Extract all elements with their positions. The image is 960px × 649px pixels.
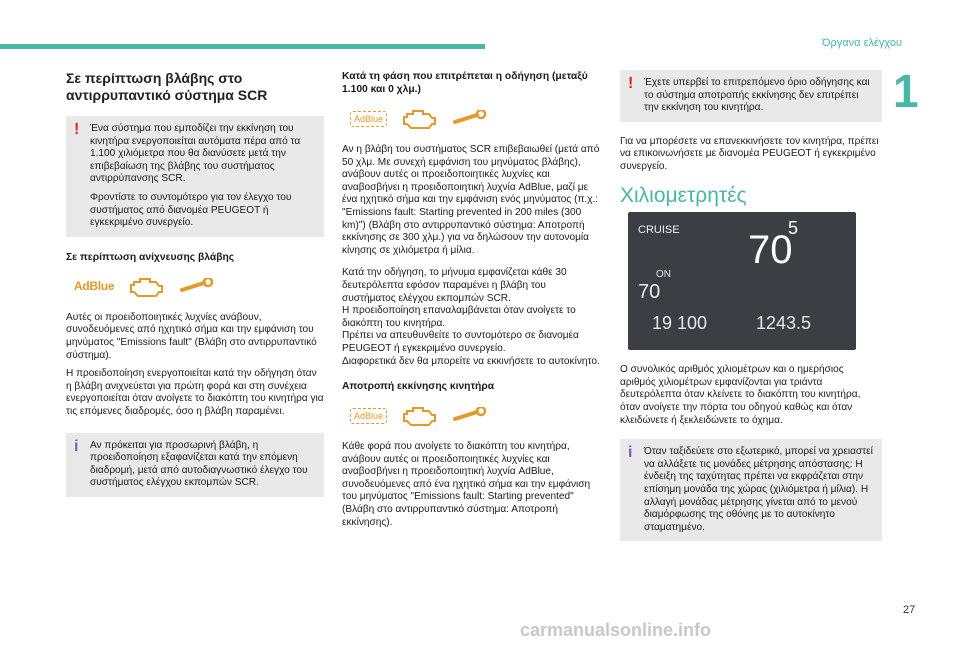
wrench-icon <box>453 407 487 425</box>
warning-box <box>620 70 882 122</box>
trip-odometer: 1243.5 <box>756 313 812 334</box>
info-box <box>620 439 882 541</box>
info-box <box>66 433 324 497</box>
engine-icon <box>403 108 437 130</box>
page-number: 27 <box>903 604 916 616</box>
speed-readout: 70 <box>748 228 793 273</box>
info-icon: i <box>628 444 633 462</box>
warning-icon: ! <box>628 75 634 92</box>
paragraph: Ο συνολικός αριθμός χιλιομέτρων και ο ημερήσιος αριθμός χιλιομέτρων εμφανίζονται για τριάντα δευτερόλεπτα όταν κλείνετε το διακόπτη του κινητήρα, όταν ανοίγετε την πόρτα του οδηγού καθώς και όταν κλειδώνετε ή ξεκλειδώνετε το όχημα. <box>620 364 861 426</box>
warning-lamps <box>350 102 600 136</box>
wrench-icon <box>180 278 214 296</box>
warning-text: Ένα σύστημα που εμποδίζει την εκκίνηση του κινητήρα ενεργοποιείται αυτόματα πέρα από τα 1.100 χιλιόμετρα που θα διανύσετε μετά την επιβεβαίωση της βλάβης του συστήματος αντιρρύπανσης SCR. <box>90 123 301 185</box>
gear-indicator: 5 <box>788 218 799 239</box>
total-odometer: 19 100 <box>652 313 708 334</box>
chapter-number: 1 <box>893 65 919 117</box>
paragraph: Πρέπει να απευθυνθείτε το συντομότερο σε διανομέα PEUGEOT ή εγκεκριμένο συνεργείο. <box>342 330 579 354</box>
paragraph: Για να μπορέσετε να επανεκκινήσετε τον κινητήρα, πρέπει να επικοινωνήσετε με διανομέα PEUGEOT ή εγκεκριμένο συνεργείο. <box>620 135 879 172</box>
cruise-on-label: ON <box>656 269 671 281</box>
warning-box <box>66 116 324 237</box>
info-text: Όταν ταξιδεύετε στο εξωτερικό, μπορεί να χρειαστεί να αλλάξετε τις μονάδες μέτρησης απόστασης: Η ένδειξη της ταχύτητας πρέπει να εκφράζεται στην επίσημη μονάδα της χώρας (χιλιόμετρα ή μίλια). Η αλλαγή μονάδας μέτρησης γίνεται από το μενού διαμόρφωσης της οθόνης με το αυτοκίνητο σταματημένο. <box>644 446 873 533</box>
adblue-icon: AdBlue <box>74 279 115 294</box>
paragraph: Διαφορετικά δεν θα μπορείτε να εκκινήσετε το αυτοκίνητο. <box>342 355 600 367</box>
paragraph: Αυτές οι προειδοποιητικές λυχνίες ανάβουν, συνοδευόμενες από ηχητικό σήμα και την εμφάνιση του μηνύματος "Emissions fault" (Βλάβη στο αντιρρυπαντικό σύστημα). <box>66 311 317 361</box>
scr-fault-title: Σε περίπτωση βλάβης στο αντιρρυπαντικό σύστημα SCR <box>66 70 268 103</box>
paragraph: Κατά την οδήγηση, το μήνυμα εμφανίζεται κάθε 30 δευτερόλεπτα εφόσον παραμένει η βλάβη του συστήματος ελέγχου εκπομπών SCR. <box>342 267 567 304</box>
column-1 <box>66 70 324 511</box>
info-icon: i <box>74 437 79 455</box>
adblue-flashing-icon: AdBlue <box>350 111 387 128</box>
subheading-driving-phase: Κατά τη φάση που επιτρέπεται η οδήγηση (μεταξύ 1.100 και 0 χλμ.) <box>342 71 588 95</box>
section-title: Όργανα ελέγχου <box>822 37 902 49</box>
column-2 <box>342 70 600 535</box>
paragraph: Αν η βλάβη του συστήματος SCR επιβεβαιωθεί (μετά από 50 χλμ. Με συνεχή εμφάνιση του μηνύματος βλάβης), ανάβουν αυτές οι προειδοποιητικές λυχνίες και αναβοσβήνει η προειδοποιητική λυχνία AdBlue, μαζί με ένα ηχητικό σήμα και την εμφάνιση ενός μηνύματος (π.χ.: "Emissions fault: Starting prevented in 200 miles (300 km)") (Βλάβη στο αντιρρυπαντικό σύστημα: Αποτροπή εκκίνησης σε 300 χλμ.) για να δηλώσουν την αυτονομία κίνησης σε χιλιόμετρα ή μίλια. <box>342 144 600 256</box>
paragraph: Η προειδοποίηση επαναλαμβάνεται όταν ανοίγετε το διακόπτη του κινητήρα. <box>342 305 576 329</box>
adblue-flashing-icon: AdBlue <box>350 408 387 425</box>
warning-lamps <box>74 270 324 304</box>
header-accent-bar <box>0 44 485 49</box>
warning-icon: ! <box>74 121 80 138</box>
engine-icon <box>130 276 164 298</box>
set-speed-readout: 70 <box>638 281 661 304</box>
warning-lamps <box>350 399 600 433</box>
column-3 <box>620 70 882 555</box>
watermark: carmanualsonline.info <box>520 620 712 640</box>
subheading-start-prevented: Αποτροπή εκκίνησης κινητήρα <box>342 381 495 393</box>
warning-text: Έχετε υπερβεί το επιτρεπόμενο όριο οδήγησης και το σύστημα αποτροπής εκκίνησης δεν επιτρέπει την εκκίνηση του κινητήρα. <box>644 77 870 114</box>
odometers-title: Χιλιομετρητές <box>620 183 747 207</box>
cruise-label: CRUISE <box>638 224 680 237</box>
instrument-panel-image <box>628 212 856 350</box>
subheading-fault-detected: Σε περίπτωση ανίχνευσης βλάβης <box>66 251 235 263</box>
warning-text: Φροντίστε το συντομότερο για τον έλεγχο του συστήματος από διανομέα PEUGEOT ή εγκεκριμένο συνεργείο. <box>90 191 292 229</box>
engine-icon <box>403 405 437 427</box>
wrench-icon <box>453 110 487 128</box>
paragraph: Κάθε φορά που ανοίγετε το διακόπτη του κινητήρα, ανάβουν αυτές οι προειδοποιητικές λυχνίες και αναβοσβήνει η προειδοποιητική λυχνία AdBlue, συνοδευόμενες από ένα ηχητικό σήμα και την εμφάνιση του μηνύματος "Emissions fault: Starting prevented" (Βλάβη στο αντιρρυπαντικό σύστημα: Αποτροπή εκκίνησης). <box>342 441 591 528</box>
info-text: Αν πρόκειται για προσωρινή βλάβη, η προειδοποίηση εξαφανίζεται κατά την επόμενη διαδρομή, μετά από αυτοδιαγνωστικό έλεγχο του συστήματος ελέγχου εκπομπών SCR. <box>90 439 308 489</box>
paragraph: Η προειδοποίηση ενεργοποιείται κατά την οδήγηση όταν η βλάβη ανιχνεύεται για πρώτη φορά και στη συνέχεια ενεργοποιείται όταν ανοίγετε το διακόπτη του κινητήρα για τις επόμενες διαδρομές, όσο η βλάβη παραμένει. <box>66 368 324 417</box>
